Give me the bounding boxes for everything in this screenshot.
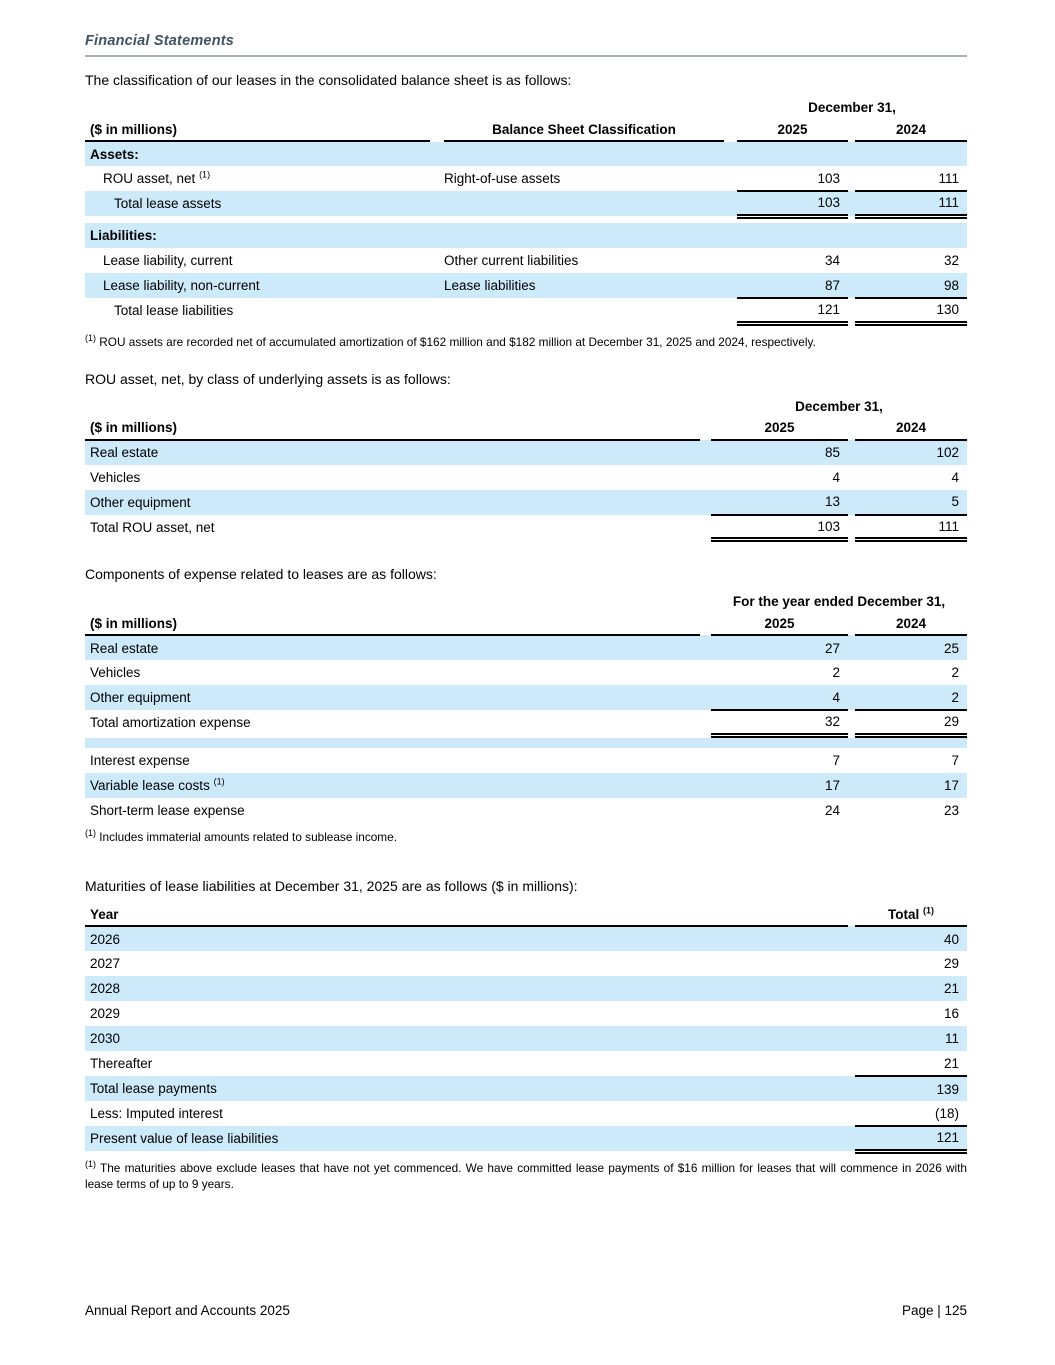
section3-intro: Components of expense related to leases are as follows: [85,566,437,583]
row-label: Total lease assets [85,191,430,216]
maturity-value: 29 [943,956,959,972]
value-2025: 4 [832,469,840,485]
value-2025: 13 [711,490,848,515]
spacer-cell [848,635,855,660]
value-2024: 111 [855,191,967,216]
table-row [85,1001,967,1026]
value-2025: 4 [711,685,848,710]
column-header-2025: 2025 [737,118,848,141]
table-row [85,926,967,951]
maturity-value: 40 [855,926,967,951]
table-row [85,273,967,298]
value-2024: 17 [855,773,967,798]
spacer-cell [848,1051,855,1076]
table-row [85,166,967,191]
period-header: For the year ended December 31, [732,594,946,610]
row-label: Short-term lease expense [90,803,245,819]
table-row [85,976,967,1001]
table-row [85,635,967,660]
spacer-cell [430,273,444,298]
spacer-cell [848,465,855,490]
value-2024: 2 [855,685,967,710]
table-row [85,248,967,273]
spacer-cell [700,490,711,515]
spacer-cell [848,515,855,540]
value-2025: 17 [711,773,848,798]
maturity-value: 21 [855,976,967,1001]
maturity-value: 139 [855,1076,967,1101]
spacer-cell [700,465,711,490]
footnote-marker: (1) [85,1158,96,1169]
value-2025: 87 [737,273,848,298]
spacer-cell [848,1126,855,1151]
table-row [85,773,967,798]
row-label: Interest expense [90,753,190,769]
value-2025: 32 [711,710,848,735]
row-label: Other equipment [85,685,700,710]
row-classification: Lease liabilities [444,273,724,298]
spacer-cell [700,515,711,540]
maturity-value: 21 [855,1051,967,1076]
spacer-cell [848,903,855,926]
table-row [85,798,967,823]
spacer-cell [848,298,855,323]
spacer-cell [700,635,711,660]
table-row [85,685,967,710]
footer-report-title: Annual Report and Accounts 2025 [85,1303,290,1318]
row-label: Lease liability, non-current [85,273,430,298]
section2-intro: ROU asset, net, by class of underlying assets is as follows: [85,370,451,387]
table-row [85,591,967,612]
value-2024: 32 [943,253,960,269]
spacer-cell [848,951,855,976]
spacer-cell [430,248,444,273]
footnote-ref: (1) [199,169,211,180]
table-row [85,660,967,685]
maturity-value: 11 [855,1026,967,1051]
spacer-cell [430,298,444,323]
table-row [85,612,967,635]
row-label: Total lease liabilities [114,303,234,319]
spacer-cell [430,191,444,216]
table-row [85,951,967,976]
value-2024: 2 [951,665,959,681]
table-row [85,748,967,773]
footnote-ref: (1) [213,776,225,787]
table-row [85,1126,967,1151]
value-2025: 85 [711,440,848,465]
spacer-cell [700,710,711,735]
value-2024: 29 [855,710,967,735]
spacer-cell [848,685,855,710]
spacer-cell [848,118,855,141]
section4-intro: Maturities of lease liabilities at December 31, 2025 are as follows ($ in millions): [85,878,578,895]
section1-intro: The classification of our leases in the consolidated balance sheet is as follows: [85,72,572,88]
value-2025: 103 [737,191,848,216]
table-row [85,1051,967,1076]
title-divider [85,33,967,57]
value-2024: 23 [943,803,959,819]
spacer-cell [848,1076,855,1101]
spacer-cell [430,166,444,191]
value-2024: 5 [855,490,967,515]
maturity-value: 16 [943,1006,959,1022]
column-header-total: Total $^{(1)}$ [855,903,967,926]
spacer-cell [848,773,855,798]
row-label: Less: Imputed interest [90,1106,223,1122]
column-header-year: Year [85,903,848,926]
spacer-cell [700,417,711,440]
spacer-cell [848,191,855,216]
row-label: 2028 [85,976,848,1001]
value-2024: 7 [951,753,959,769]
spacer-cell [700,440,711,465]
row-label: Lease liability, current [103,253,233,269]
spacer-cell [848,926,855,951]
column-header-2025: 2025 [711,612,848,635]
period-header: December 31, [808,100,896,116]
row-label: Vehicles [90,469,141,485]
row-label: 2027 [90,956,121,972]
table-row [85,417,967,440]
spacer-cell [724,273,737,298]
row-label: Total ROU asset, net [90,519,215,535]
spacer-cell [848,660,855,685]
value-2025: 121 [737,298,848,323]
row-label: ROU asset, net $^{(1)}$ [103,169,211,187]
footnote-text: Includes immaterial amounts related to sublease income. [99,830,397,845]
row-label: Assets: [85,141,967,166]
footnote-text: ROU assets are recorded net of accumulated amortization of $162 million and $182 million at December 31, 2025 and 2024, respectively. [99,334,816,349]
column-header-label: ($ in millions) [85,417,700,440]
table-row [85,440,967,465]
column-header-2024: 2024 [855,612,967,635]
page-footer [85,1303,967,1318]
spacer-cell [848,273,855,298]
table-row [85,1026,967,1051]
value-2025: 34 [824,253,840,269]
spacer-cell [848,440,855,465]
footnote-marker: (1) [85,828,96,839]
column-header-label: ($ in millions) [85,612,700,635]
spacer-cell [848,166,855,191]
table-row [85,1076,967,1101]
row-label: Liabilities: [85,223,967,248]
spacer-cell [724,191,737,216]
value-2024: 4 [951,469,960,485]
table-row [85,97,967,118]
value-2024: 25 [855,635,967,660]
table-row [85,396,967,417]
row-label: Real estate [85,635,700,660]
spacer-cell [700,773,711,798]
value-2024: 111 [855,166,967,191]
footnote-text: The maturities above exclude leases that have not yet commenced. We have committed lease payments of $16 million for leases that will commence in 2026 with lease terms of up to 9 years. [85,1160,967,1191]
balance-sheet-classification-table [85,97,967,326]
value-2024: 98 [855,273,967,298]
section-title: Financial Statements [85,33,235,49]
row-classification: Right-of-use assets [444,171,561,187]
table-row [85,903,967,926]
spacer-cell [848,1001,855,1026]
spacer-cell [85,97,737,118]
spacer-cell [430,118,444,141]
footnote-ref: (1) [923,905,934,916]
column-header-2024: 2024 [855,417,967,440]
footnote [85,332,967,351]
page-content [85,0,967,1193]
maturity-value: 121 [855,1126,967,1151]
lease-maturities-table [85,903,967,1154]
rou-asset-by-class-table [85,396,967,543]
table-row [85,1101,967,1126]
row-label: 2029 [90,1006,121,1022]
column-header-label: ($ in millions) [85,118,430,141]
spacer-cell [700,748,711,773]
row-classification [444,191,724,216]
spacer-cell [724,118,737,141]
spacer-cell [724,248,737,273]
footnote [85,830,967,846]
table-row [85,141,967,166]
table-row [85,223,967,248]
value-2025: 7 [832,753,840,769]
spacer-cell [848,1026,855,1051]
spacer-cell [85,591,711,612]
spacer-cell [848,748,855,773]
table-row [85,710,967,735]
value-2024: 111 [855,515,967,540]
value-2025: 24 [824,803,840,819]
spacer-cell [700,612,711,635]
footer-page-number: Page | 125 [901,1303,967,1318]
spacer-cell [848,612,855,635]
table-row [85,118,967,141]
value-2025: 27 [711,635,848,660]
spacer-cell [700,798,711,823]
table-row [85,191,967,216]
spacer-cell [848,798,855,823]
table-row [85,465,967,490]
table-row [85,490,967,515]
value-2024: 130 [855,298,967,323]
table-row [85,298,967,323]
section-gap-row [85,735,967,748]
row-classification [444,298,724,323]
value-2025: 103 [737,166,848,191]
row-label: Present value of lease liabilities [85,1126,848,1151]
column-header-2024: 2024 [855,118,967,141]
value-2025: 2 [832,665,840,681]
row-label: Total lease payments [85,1076,848,1101]
spacer-cell [700,660,711,685]
spacer-cell [848,976,855,1001]
lease-expense-components-table [85,591,967,823]
row-label: Thereafter [90,1056,153,1072]
column-header-2025: 2025 [711,417,848,440]
row-label: 2026 [85,926,848,951]
row-classification: Other current liabilities [444,253,579,269]
row-label: Other equipment [85,490,700,515]
value-2024: 102 [855,440,967,465]
row-label: Real estate [85,440,700,465]
spacer-cell [848,417,855,440]
row-label: Variable lease costs $^{(1)}$ [85,773,700,798]
spacer-cell [848,710,855,735]
row-label: Total amortization expense [90,715,251,731]
spacer-cell [700,685,711,710]
spacer-cell [848,490,855,515]
spacer-cell [848,248,855,273]
maturity-value: (18) [855,1101,967,1126]
spacer-cell [848,1101,855,1126]
row-label: 2030 [85,1026,848,1051]
column-header-classification: Balance Sheet Classification [444,118,724,141]
period-header: December 31, [795,398,883,414]
value-2025: 103 [711,515,848,540]
spacer-cell [724,166,737,191]
footnote-marker: (1) [85,332,96,343]
row-label: Vehicles [90,665,141,681]
spacer-cell [724,298,737,323]
section-gap-row [85,216,967,223]
footnote [85,1158,967,1193]
spacer-cell [85,396,711,417]
table-row [85,515,967,540]
